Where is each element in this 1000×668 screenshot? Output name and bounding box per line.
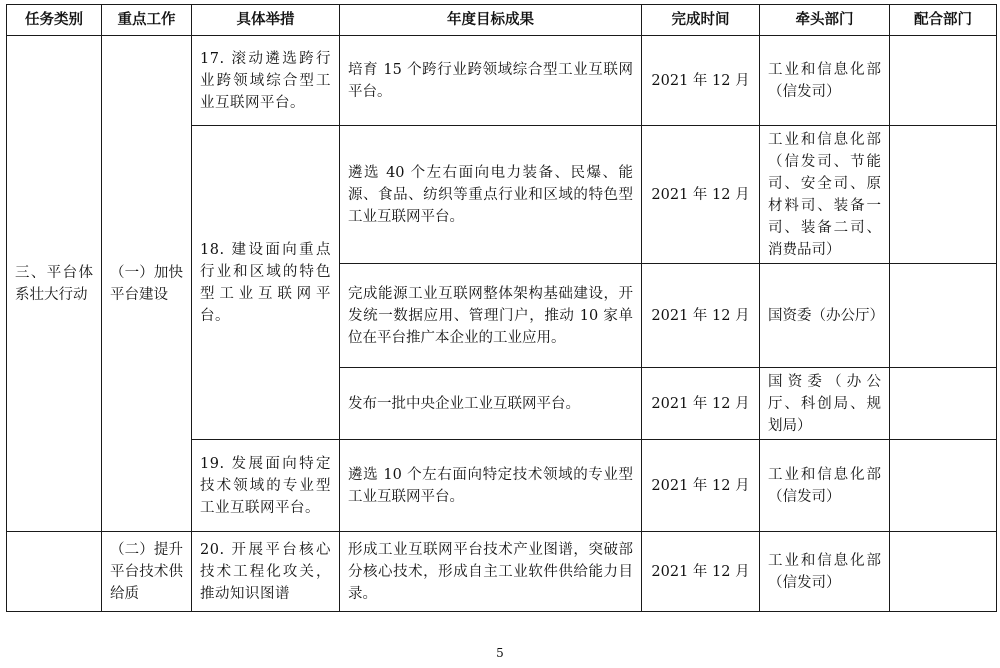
header-task-category: 任务类别 [7,5,102,36]
goal-cell: 遴选 40 个左右面向电力装备、民爆、能源、食品、纺织等重点行业和区域的特色型工业互联网平台。 [340,126,642,264]
header-row [7,5,997,36]
lead-cell: 工业和信息化部（信发司） [760,440,890,532]
support-cell [890,264,997,368]
support-cell [890,532,997,612]
lead-cell: 工业和信息化部（信发司） [760,532,890,612]
page-number: 5 [496,646,504,660]
time-cell: 2021 年 12 月 [642,532,760,612]
lead-cell: 工业和信息化部（信发司、节能司、安全司、原材料司、装备一司、装备二司、消费品司） [760,126,890,264]
time-cell: 2021 年 12 月 [642,368,760,440]
lead-cell: 工业和信息化部（信发司） [760,36,890,126]
measure-cell: 17. 滚动遴选跨行业跨领域综合型工业互联网平台。 [192,36,340,126]
header-focus: 重点工作 [102,5,192,36]
measure-cell: 20. 开展平台核心技术工程化攻关，推动知识图谱 [192,532,340,612]
lead-cell: 国资委（办公厅） [760,264,890,368]
focus-cell: （二）提升平台技术供给质 [102,532,192,612]
goal-cell: 完成能源工业互联网整体架构基础建设，开发统一数据应用、管理门户，推动 10 家单位在平台推广本企业的工业应用。 [340,264,642,368]
measure-cell: 19. 发展面向特定技术领域的专业型工业互联网平台。 [192,440,340,532]
header-annual-goal: 年度目标成果 [340,5,642,36]
header-support-department: 配合部门 [890,5,997,36]
header-measure: 具体举措 [192,5,340,36]
lead-cell: 国资委（办公厅、科创局、规划局） [760,368,890,440]
header-completion-time: 完成时间 [642,5,760,36]
task-category-cell-continued [7,532,102,612]
task-table [6,4,997,612]
goal-cell: 发布一批中央企业工业互联网平台。 [340,368,642,440]
time-cell: 2021 年 12 月 [642,440,760,532]
header-lead-department: 牵头部门 [760,5,890,36]
table-row [7,532,997,612]
time-cell: 2021 年 12 月 [642,36,760,126]
support-cell [890,440,997,532]
goal-cell: 遴选 10 个左右面向特定技术领域的专业型工业互联网平台。 [340,440,642,532]
table-row [7,36,997,126]
goal-cell: 培育 15 个跨行业跨领域综合型工业互联网平台。 [340,36,642,126]
time-cell: 2021 年 12 月 [642,126,760,264]
support-cell [890,126,997,264]
support-cell [890,36,997,126]
time-cell: 2021 年 12 月 [642,264,760,368]
goal-cell: 形成工业互联网平台技术产业图谱，突破部分核心技术，形成自主工业软件供给能力目录。 [340,532,642,612]
support-cell [890,368,997,440]
measure-cell: 18. 建设面向重点行业和区域的特色型工业互联网平台。 [192,126,340,440]
task-category-cell: 三、平台体系壮大行动 [7,36,102,532]
focus-cell: （一）加快平台建设 [102,36,192,532]
